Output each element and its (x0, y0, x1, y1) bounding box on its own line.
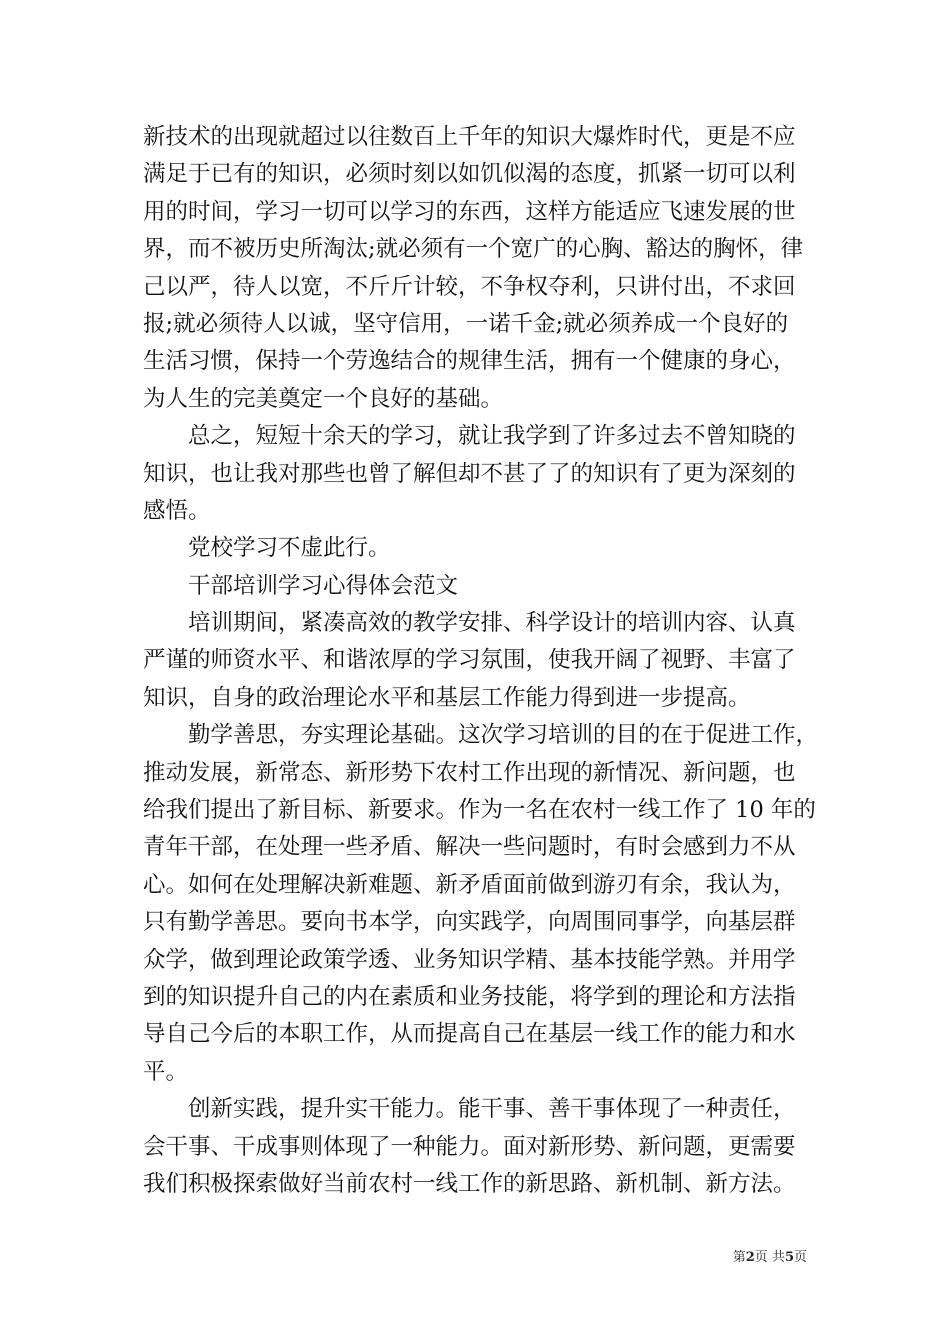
text-line: 推动发展，新常态、新形势下农村工作出现的新情况、新问题，也 (143, 759, 796, 786)
current-page-number: 2 (745, 1250, 755, 1265)
footer-middle: 页 共 (754, 1250, 785, 1265)
text-line: 平。 (143, 1058, 189, 1085)
text-line: 为人生的完美奠定一个良好的基础。 (143, 385, 504, 412)
text-line: 界，而不被历史所淘汰;就必须有一个宽广的心胸、豁达的胸怀，律 (143, 236, 804, 263)
text-line: 报;就必须待人以诚，坚守信用，一诺千金;就必须养成一个良好的 (143, 310, 789, 337)
text-line: 心。如何在处理解决新难题、新矛盾面前做到游刃有余，我认为， (143, 871, 796, 898)
text-line: 用的时间，学习一切可以学习的东西，这样方能适应飞速发展的世 (143, 198, 796, 225)
text-line: 只有勤学善思。要向书本学，向实践学，向周围同事学，向基层群 (143, 909, 796, 936)
text-line: 给我们提出了新目标、新要求。作为一名在农村一线工作了 10 年的 (143, 797, 816, 824)
text-line: 青年干部，在处理一些矛盾、解决一些问题时，有时会感到力不从 (143, 834, 796, 861)
paragraph-start-line: 勤学善思，夯实理论基础。这次学习培训的目的在于促进工作， (188, 722, 819, 749)
text-line: 到的知识提升自己的内在素质和业务技能，将学到的理论和方法指 (143, 983, 796, 1010)
paragraph-start-line: 创新实践，提升实干能力。能干事、善干事体现了一种责任， (188, 1096, 796, 1123)
section-title: 干部培训学习心得体会范文 (188, 572, 459, 599)
text-line: 生活习惯，保持一个劳逸结合的规律生活，拥有一个健康的身心， (143, 348, 796, 375)
paragraph-start-line: 党校学习不虚此行。 (188, 535, 391, 562)
text-line: 众学，做到理论政策学透、业务知识学精、基本技能学熟。并用学 (143, 946, 796, 973)
text-line: 严谨的师资水平、和谐浓厚的学习氛围，使我开阔了视野、丰富了 (143, 647, 796, 674)
text-line: 知识，自身的政治理论水平和基层工作能力得到进一步提高。 (143, 684, 751, 711)
text-line: 新技术的出现就超过以往数百上千年的知识大爆炸时代，更是不应 (143, 124, 796, 150)
text-line: 感悟。 (143, 497, 211, 524)
footer-prefix: 第 (732, 1250, 746, 1265)
page-number-footer (733, 1249, 807, 1267)
text-line: 知识，也让我对那些也曾了解但却不甚了了的知识有了更为深刻的 (143, 460, 796, 487)
text-line: 满足于已有的知识，必须时刻以如饥似渴的态度，抓紧一切可以利 (143, 161, 796, 188)
paragraph-start-line: 总之，短短十余天的学习，就让我学到了许多过去不曾知晓的 (188, 423, 796, 450)
total-pages-number: 5 (784, 1250, 794, 1265)
paragraph-start-line: 培训期间，紧凑高效的教学安排、科学设计的培训内容、认真 (188, 610, 796, 637)
footer-suffix: 页 (793, 1250, 807, 1265)
text-line: 我们积极探索做好当前农村一线工作的新思路、新机制、新方法。 (143, 1170, 796, 1197)
text-line: 导自己今后的本职工作，从而提高自己在基层一线工作的能力和水 (143, 1021, 796, 1048)
text-line: 己以严，待人以宽，不斤斤计较，不争权夺利，只讲付出，不求回 (143, 273, 796, 300)
text-line: 会干事、干成事则体现了一种能力。面对新形势、新问题，更需要 (143, 1133, 796, 1160)
document-body (143, 119, 818, 1203)
